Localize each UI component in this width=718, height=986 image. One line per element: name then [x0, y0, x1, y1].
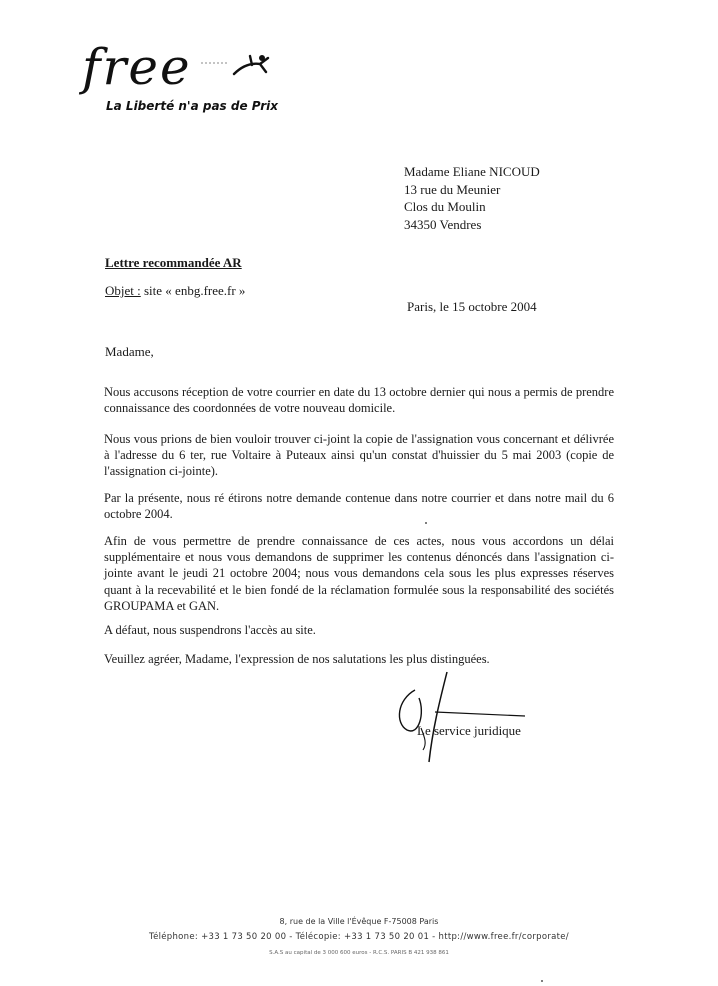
- recipient-postal-city: 34350 Vendres: [404, 216, 482, 232]
- signature-scribble-icon: [385, 668, 535, 768]
- logo-stroke-icon: [200, 60, 228, 66]
- signature-label: Le service juridique: [417, 723, 521, 738]
- recipient-street: 13 rue du Meunier: [404, 181, 501, 197]
- paragraph-4: Afin de vous permettre de prendre connaissance de ces actes, nous vous accordons un délai supplémentaire et nous vous demandons de supprimer les contenus dénoncés dans l'assignation ci-jointe avant le jeudi 21 octobre 2004; nous vous demandons cela sous les plus expresses réserves quant à la recevabilité et le bien fondé de la réclamation formulée sous la responsabilité des sociétés GROUPAMA et GAN.: [104, 534, 614, 613]
- subject-label: Objet :: [105, 283, 141, 298]
- salutation: Madame,: [105, 344, 154, 359]
- paragraph-6: Veuillez agréer, Madame, l'expression de nos salutations les plus distinguées.: [104, 652, 490, 666]
- subject-value: site « enbg.free.fr »: [144, 283, 246, 298]
- footer-contact: Téléphone: +33 1 73 50 20 00 - Télécopie: +33 1 73 50 20 01 - http://www.free.fr/corporate/: [149, 932, 569, 942]
- paragraph-5: A défaut, nous suspendrons l'accès au site.: [104, 623, 316, 637]
- paragraph-2: Nous vous prions de bien vouloir trouver ci-joint la copie de l'assignation vous concernant et délivrée à l'adresse du 6 ter, rue Voltaire à Puteaux ainsi qu'un constat d'huissier du 5 mai 2003 (copie de l'assignation ci-jointe).: [104, 432, 614, 479]
- logo-figure-icon: [228, 52, 272, 82]
- logo-tagline: La Liberté n'a pas de Prix: [106, 99, 278, 113]
- recipient-name: Madame Eliane NICOUD: [404, 164, 540, 179]
- paragraph-1: Nous accusons réception de votre courrier en date du 13 octobre dernier qui nous a permis de prendre connaissance des coordonnées de votre nouveau domicile.: [104, 385, 614, 416]
- scan-speck: [541, 980, 543, 982]
- footer-address: 8, rue de la Ville l'Évêque F-75008 Paris: [279, 917, 439, 926]
- letter-type: Lettre recommandée AR: [105, 255, 242, 270]
- logo-wordmark: free: [82, 38, 192, 96]
- recipient-address: [404, 163, 540, 233]
- footer-legal: S.A.S au capital de 3 000 600 euros - R.C.S. PARIS B 421 938 861: [269, 950, 449, 956]
- paragraph-3: Par la présente, nous ré étirons notre demande contenue dans notre courrier et dans notre mail du 6 octobre 2004.: [104, 491, 614, 522]
- subject-line: [105, 283, 245, 299]
- place-date: Paris, le 15 octobre 2004: [407, 299, 537, 314]
- recipient-locality: Clos du Moulin: [404, 199, 486, 214]
- scan-speck: [425, 522, 427, 524]
- free-logo: [82, 38, 192, 96]
